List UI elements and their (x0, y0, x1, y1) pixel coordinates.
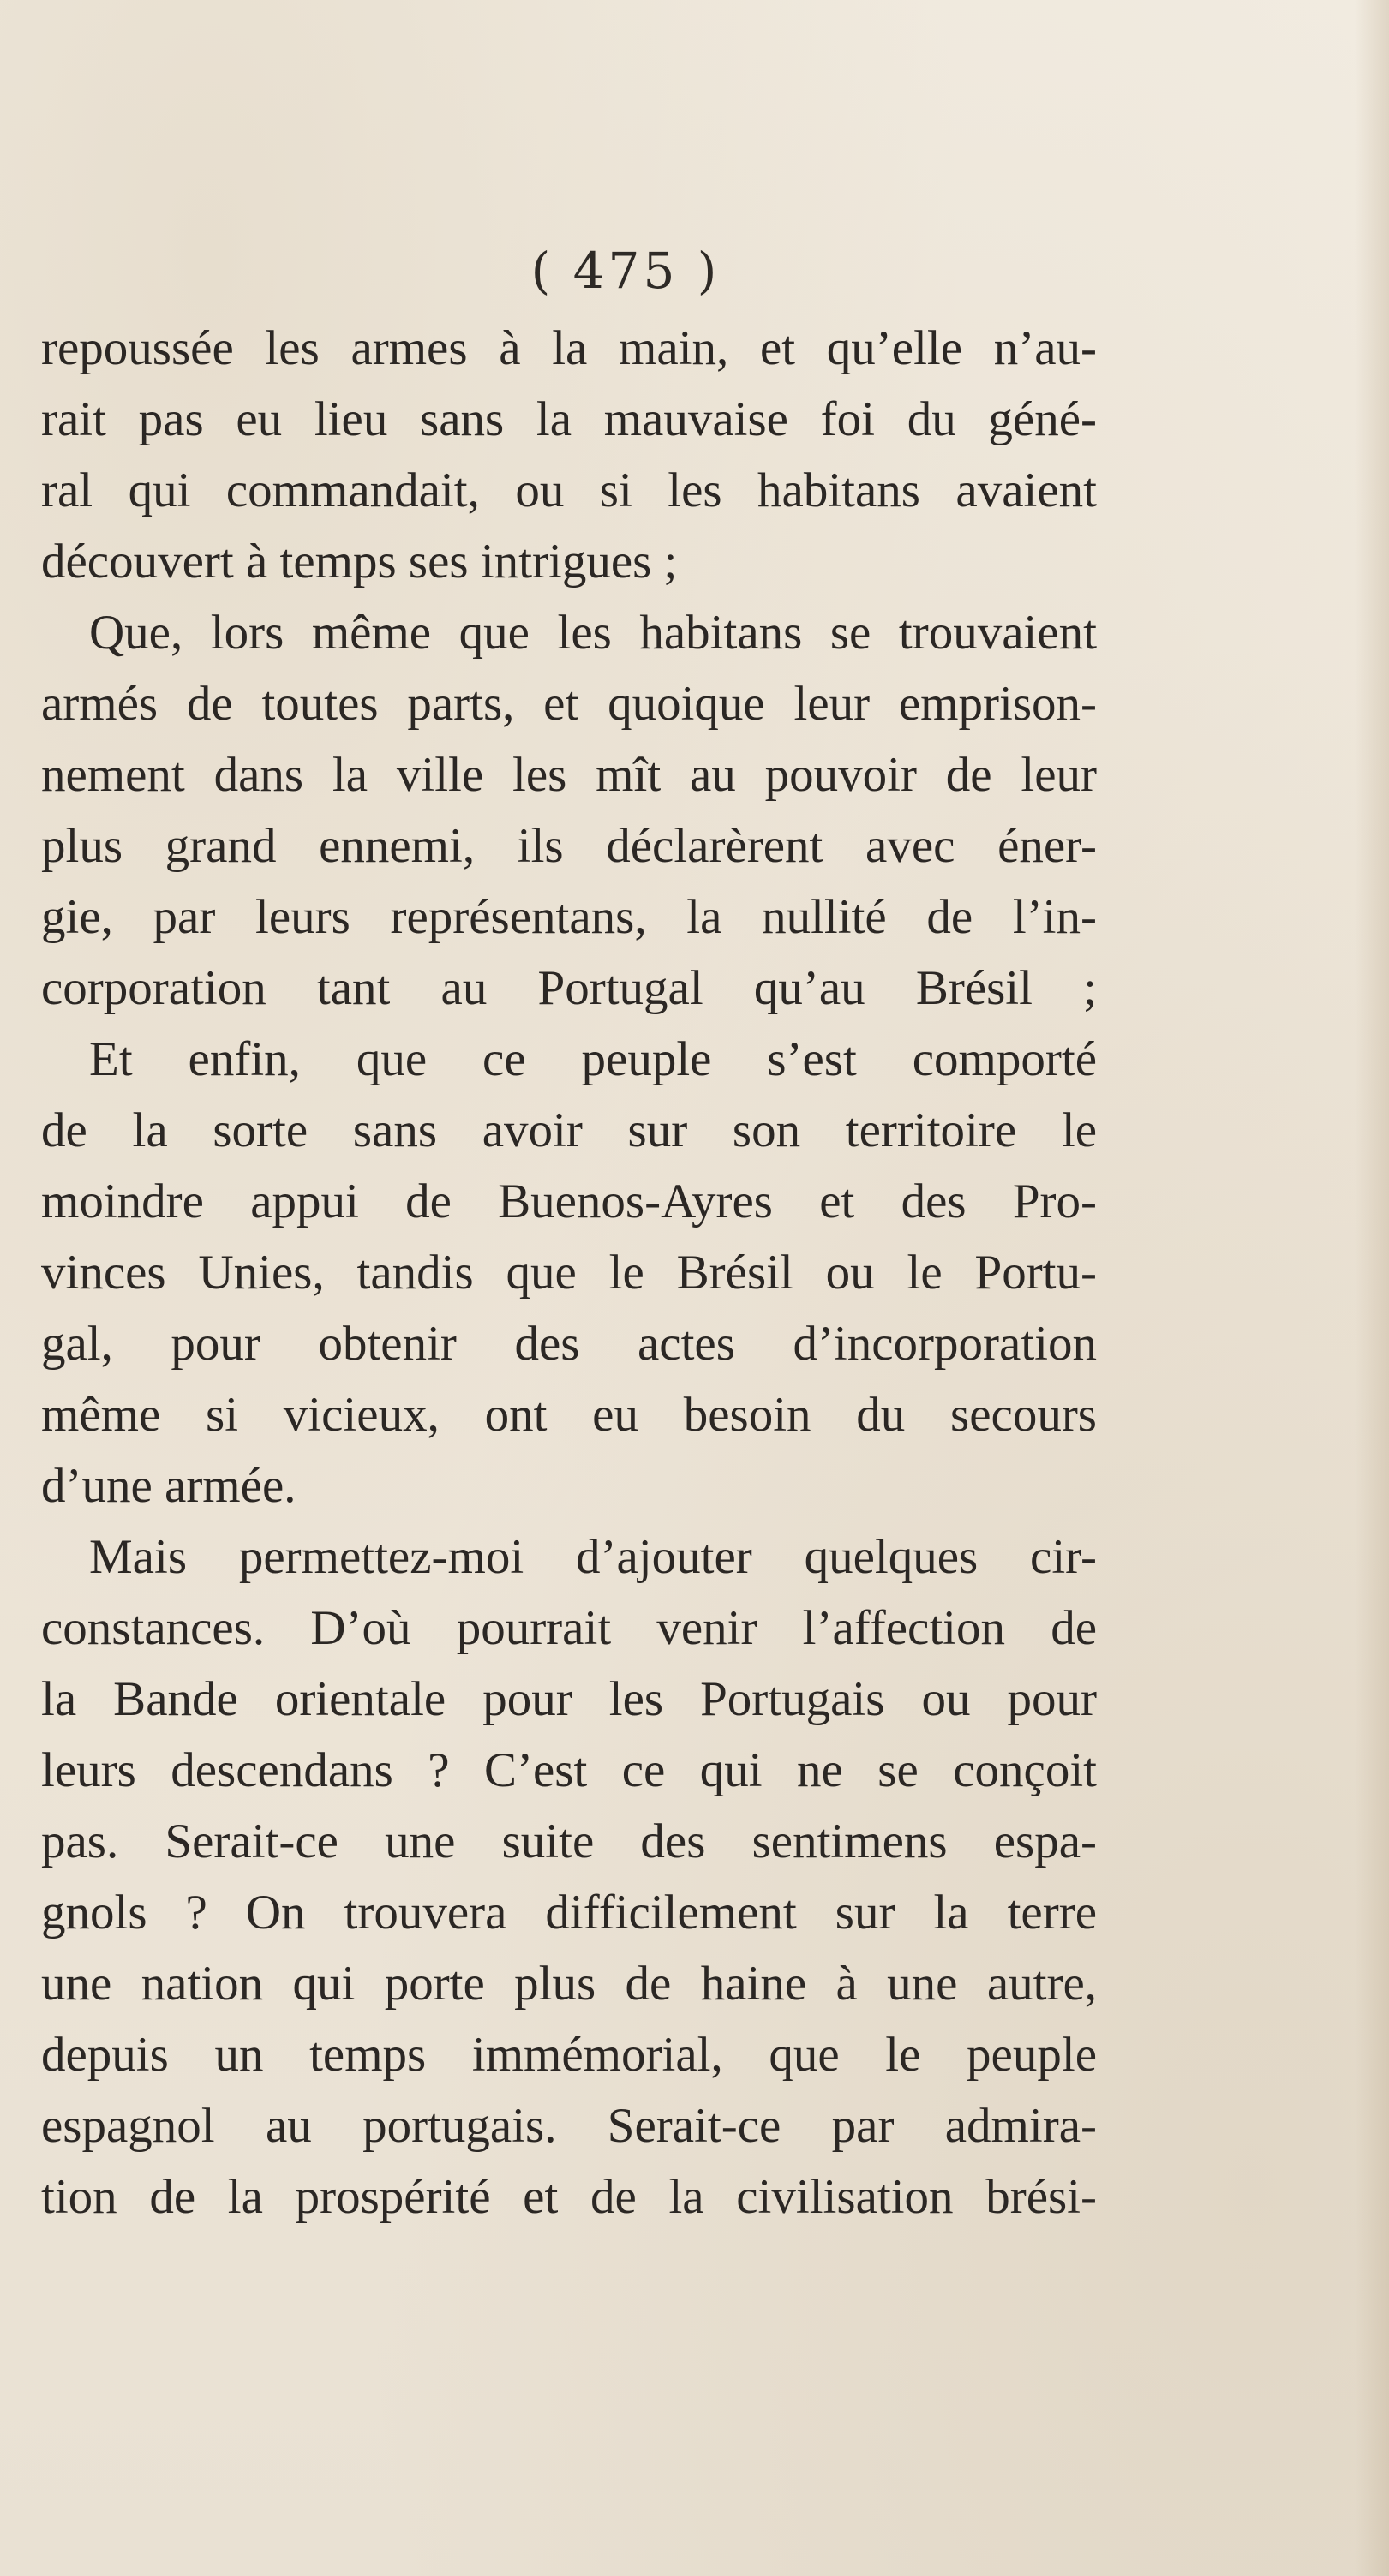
text-line: armés de toutes parts, et quoique leur emprison- (41, 677, 1097, 731)
text-line: constances. D’où pourrait venir l’affection de (41, 1601, 1097, 1655)
text-line: corporation tant au Portugal qu’au Brésil ; (41, 961, 1097, 1015)
text-line: vinces Unies, tandis que le Brésil ou le Portu- (41, 1246, 1097, 1300)
text-line: leurs descendans ? C’est ce qui ne se conçoit (41, 1743, 1097, 1797)
text-line: plus grand ennemi, ils déclarèrent avec éner- (41, 819, 1097, 873)
text-line: nement dans la ville les mît au pouvoir de leur (41, 748, 1097, 802)
text-line: découvert à temps ses intrigues ; (41, 535, 678, 589)
text-line: d’une armée. (41, 1459, 296, 1513)
text-line: Et enfin, que ce peuple s’est comporté (89, 1032, 1097, 1086)
text-line: gie, par leurs représentans, la nullité de l’in- (41, 890, 1097, 944)
text-line: même si vicieux, ont eu besoin du secours (41, 1388, 1097, 1442)
text-line: Que, lors même que les habitans se trouvaient (89, 606, 1097, 660)
text-line: repoussée les armes à la main, et qu’elle n’au- (41, 321, 1097, 375)
text-line: Mais permettez-moi d’ajouter quelques cir- (89, 1530, 1097, 1584)
text-line: rait pas eu lieu sans la mauvaise foi du géné- (41, 392, 1097, 446)
text-line: pas. Serait-ce une suite des sentimens espa- (41, 1814, 1097, 1868)
text-line: de la sorte sans avoir sur son territoire le (41, 1103, 1097, 1157)
text-line: espagnol au portugais. Serait-ce par admira- (41, 2099, 1097, 2153)
text-line: une nation qui porte plus de haine à une autre, (41, 1957, 1097, 2011)
text-line: tion de la prospérité et de la civilisation brési- (41, 2170, 1097, 2224)
text-line: ral qui commandait, ou si les habitans avaient (41, 463, 1097, 517)
page-edge-shadow (1355, 0, 1389, 2576)
page-number: ( 475 ) (530, 242, 721, 300)
text-line: gnols ? On trouvera difficilement sur la terre (41, 1886, 1097, 1939)
text-line: gal, pour obtenir des actes d’incorporation (41, 1317, 1097, 1371)
body-text (41, 313, 1097, 2232)
text-line: moindre appui de Buenos-Ayres et des Pro- (41, 1174, 1097, 1228)
text-line: depuis un temps immémorial, que le peuple (41, 2028, 1097, 2082)
text-line: la Bande orientale pour les Portugais ou pour (41, 1672, 1097, 1726)
